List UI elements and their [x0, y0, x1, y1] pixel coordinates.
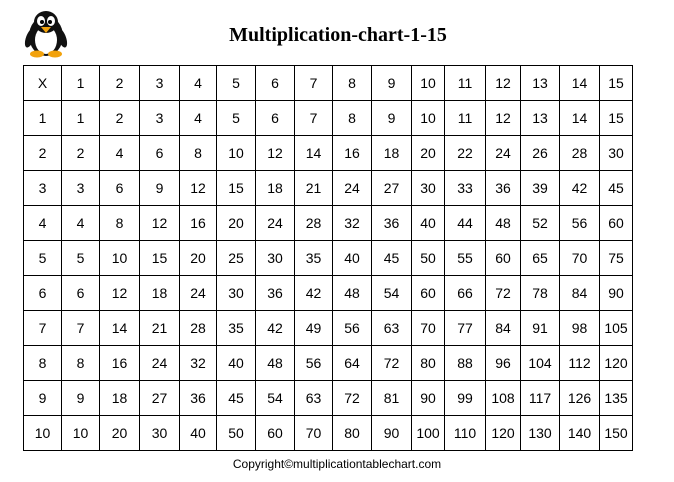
table-cell: 130	[521, 416, 560, 451]
table-cell: 14	[295, 136, 333, 171]
table-cell: 40	[333, 241, 372, 276]
table-cell: 120	[600, 346, 633, 381]
table-cell: 3	[24, 171, 62, 206]
table-cell: 48	[333, 276, 372, 311]
table-cell: 3	[140, 101, 180, 136]
table-cell: 27	[372, 171, 412, 206]
table-cell: 50	[217, 416, 256, 451]
table-cell: 5	[62, 241, 100, 276]
table-cell: 110	[445, 416, 486, 451]
table-cell: 150	[600, 416, 633, 451]
table-cell: 13	[521, 66, 560, 101]
table-cell: 12	[180, 171, 217, 206]
table-cell: 4	[24, 206, 62, 241]
table-cell: 3	[62, 171, 100, 206]
table-cell: 20	[180, 241, 217, 276]
table-cell: 28	[560, 136, 600, 171]
table-cell: 28	[295, 206, 333, 241]
table-cell: 49	[295, 311, 333, 346]
table-row	[24, 101, 633, 136]
table-row	[24, 276, 633, 311]
table-cell: 6	[24, 276, 62, 311]
table-cell: 2	[24, 136, 62, 171]
table-cell: 9	[62, 381, 100, 416]
table-cell: 16	[180, 206, 217, 241]
table-cell: 2	[62, 136, 100, 171]
table-cell: 99	[445, 381, 486, 416]
table-cell: 6	[256, 101, 295, 136]
table-cell: 27	[140, 381, 180, 416]
table-cell: 8	[180, 136, 217, 171]
table-row	[24, 171, 633, 206]
table-cell: 120	[486, 416, 521, 451]
table-row	[24, 346, 633, 381]
table-cell: 84	[486, 311, 521, 346]
table-cell: 84	[560, 276, 600, 311]
table-cell: 126	[560, 381, 600, 416]
table-cell: 8	[333, 66, 372, 101]
table-cell: 10	[412, 101, 445, 136]
table-cell: 11	[445, 101, 486, 136]
table-cell: 4	[180, 101, 217, 136]
table-cell: 24	[256, 206, 295, 241]
table-cell: 5	[24, 241, 62, 276]
table-cell: 18	[256, 171, 295, 206]
table-cell: 60	[486, 241, 521, 276]
table-cell: 80	[333, 416, 372, 451]
table-cell: 72	[333, 381, 372, 416]
table-cell: 70	[560, 241, 600, 276]
table-cell: 70	[412, 311, 445, 346]
table-cell: 35	[217, 311, 256, 346]
table-cell: 2	[100, 66, 140, 101]
header-row	[24, 66, 633, 101]
table-cell: 91	[521, 311, 560, 346]
table-cell: 7	[295, 101, 333, 136]
table-cell: 15	[140, 241, 180, 276]
table-cell: 12	[256, 136, 295, 171]
copyright-footer: Copyright©multiplicationtablechart.com	[232, 457, 442, 471]
table-cell: 30	[600, 136, 633, 171]
table-cell: 90	[600, 276, 633, 311]
table-cell: 24	[333, 171, 372, 206]
table-cell: 9	[140, 171, 180, 206]
table-row	[24, 311, 633, 346]
table-cell: 60	[600, 206, 633, 241]
table-cell: 56	[560, 206, 600, 241]
table-cell: 10	[217, 136, 256, 171]
table-cell: 20	[412, 136, 445, 171]
table-cell: 12	[100, 276, 140, 311]
table-cell: 90	[372, 416, 412, 451]
table-cell: 3	[140, 66, 180, 101]
table-cell: 24	[486, 136, 521, 171]
table-cell: 15	[600, 66, 633, 101]
table-cell: 1	[24, 101, 62, 136]
table-row	[24, 241, 633, 276]
table-cell: 16	[333, 136, 372, 171]
table-cell: 1	[62, 101, 100, 136]
table-cell: 8	[100, 206, 140, 241]
table-row	[24, 381, 633, 416]
table-cell: 10	[412, 66, 445, 101]
table-cell: 56	[295, 346, 333, 381]
table-cell: 6	[256, 66, 295, 101]
table-cell: 8	[24, 346, 62, 381]
table-cell: 36	[372, 206, 412, 241]
table-cell: 25	[217, 241, 256, 276]
table-cell: 52	[521, 206, 560, 241]
table-cell: 72	[372, 346, 412, 381]
table-cell: 96	[486, 346, 521, 381]
table-cell: 20	[217, 206, 256, 241]
table-cell: 20	[100, 416, 140, 451]
table-cell: 5	[217, 101, 256, 136]
table-cell: 18	[140, 276, 180, 311]
table-cell: 55	[445, 241, 486, 276]
table-cell: 30	[217, 276, 256, 311]
table-cell: 98	[560, 311, 600, 346]
table-cell: 18	[100, 381, 140, 416]
table-cell: 8	[333, 101, 372, 136]
table-row	[24, 136, 633, 171]
table-cell: 9	[24, 381, 62, 416]
table-cell: 33	[445, 171, 486, 206]
table-cell: 40	[217, 346, 256, 381]
table-cell: 10	[62, 416, 100, 451]
table-cell: 56	[333, 311, 372, 346]
table-cell: 90	[412, 381, 445, 416]
table-cell: 5	[217, 66, 256, 101]
table-cell: 108	[486, 381, 521, 416]
table-cell: 36	[256, 276, 295, 311]
table-cell: 28	[180, 311, 217, 346]
table-row	[24, 416, 633, 451]
table-cell: 4	[180, 66, 217, 101]
table-cell: 24	[180, 276, 217, 311]
table-cell: 32	[333, 206, 372, 241]
table-cell: 15	[217, 171, 256, 206]
table-cell: 78	[521, 276, 560, 311]
table-cell: 70	[295, 416, 333, 451]
table-cell: 54	[256, 381, 295, 416]
table-cell: 18	[372, 136, 412, 171]
table-cell: 112	[560, 346, 600, 381]
table-cell: 2	[100, 101, 140, 136]
table-cell: 35	[295, 241, 333, 276]
table-cell: 10	[100, 241, 140, 276]
table-cell: 24	[140, 346, 180, 381]
table-cell: 16	[100, 346, 140, 381]
table-cell: 30	[256, 241, 295, 276]
table-cell: 26	[521, 136, 560, 171]
table-cell: 13	[521, 101, 560, 136]
table-cell: 4	[100, 136, 140, 171]
table-cell: 50	[412, 241, 445, 276]
table-cell: 105	[600, 311, 633, 346]
table-cell: 88	[445, 346, 486, 381]
table-cell: 11	[445, 66, 486, 101]
table-cell: 42	[256, 311, 295, 346]
table-cell: 12	[486, 66, 521, 101]
table-cell: 12	[140, 206, 180, 241]
table-cell: 21	[140, 311, 180, 346]
table-cell: 60	[412, 276, 445, 311]
table-cell: 10	[24, 416, 62, 451]
table-cell: 36	[180, 381, 217, 416]
table-cell: 80	[412, 346, 445, 381]
table-cell: 32	[180, 346, 217, 381]
table-cell: 30	[412, 171, 445, 206]
table-cell: 30	[140, 416, 180, 451]
table-cell: 12	[486, 101, 521, 136]
table-cell: 77	[445, 311, 486, 346]
table-cell: 54	[372, 276, 412, 311]
table-cell: 65	[521, 241, 560, 276]
table-cell: 14	[560, 66, 600, 101]
table-cell: 40	[412, 206, 445, 241]
table-cell: 7	[24, 311, 62, 346]
table-row	[24, 206, 633, 241]
table-cell: 100	[412, 416, 445, 451]
table-cell: 6	[100, 171, 140, 206]
table-cell: 42	[560, 171, 600, 206]
table-cell: 9	[372, 101, 412, 136]
table-cell: 48	[256, 346, 295, 381]
table-cell: 40	[180, 416, 217, 451]
table-cell: 63	[372, 311, 412, 346]
table-cell: 15	[600, 101, 633, 136]
table-cell: 9	[372, 66, 412, 101]
table-cell: 36	[486, 171, 521, 206]
table-cell: 6	[62, 276, 100, 311]
table-cell: 1	[62, 66, 100, 101]
table-cell: 75	[600, 241, 633, 276]
table-cell: 6	[140, 136, 180, 171]
table-cell: 44	[445, 206, 486, 241]
table-cell: 7	[295, 66, 333, 101]
table-cell: 45	[600, 171, 633, 206]
table-cell: 104	[521, 346, 560, 381]
table-cell: 42	[295, 276, 333, 311]
table-cell: 7	[62, 311, 100, 346]
table-cell: 72	[486, 276, 521, 311]
table-cell: 64	[333, 346, 372, 381]
table-cell: 4	[62, 206, 100, 241]
table-cell: 45	[372, 241, 412, 276]
table-cell: 60	[256, 416, 295, 451]
table-cell: 135	[600, 381, 633, 416]
table-cell: 14	[100, 311, 140, 346]
table-cell: 140	[560, 416, 600, 451]
table-cell: 14	[560, 101, 600, 136]
table-cell: 22	[445, 136, 486, 171]
table-cell: 48	[486, 206, 521, 241]
table-cell: 66	[445, 276, 486, 311]
table-cell: X	[24, 66, 62, 101]
table-cell: 81	[372, 381, 412, 416]
page-title: Multiplication-chart-1-15	[229, 24, 447, 46]
multiplication-table	[23, 65, 633, 451]
table-cell: 21	[295, 171, 333, 206]
table-cell: 117	[521, 381, 560, 416]
table-cell: 8	[62, 346, 100, 381]
table-cell: 39	[521, 171, 560, 206]
table-cell: 63	[295, 381, 333, 416]
table-cell: 45	[217, 381, 256, 416]
